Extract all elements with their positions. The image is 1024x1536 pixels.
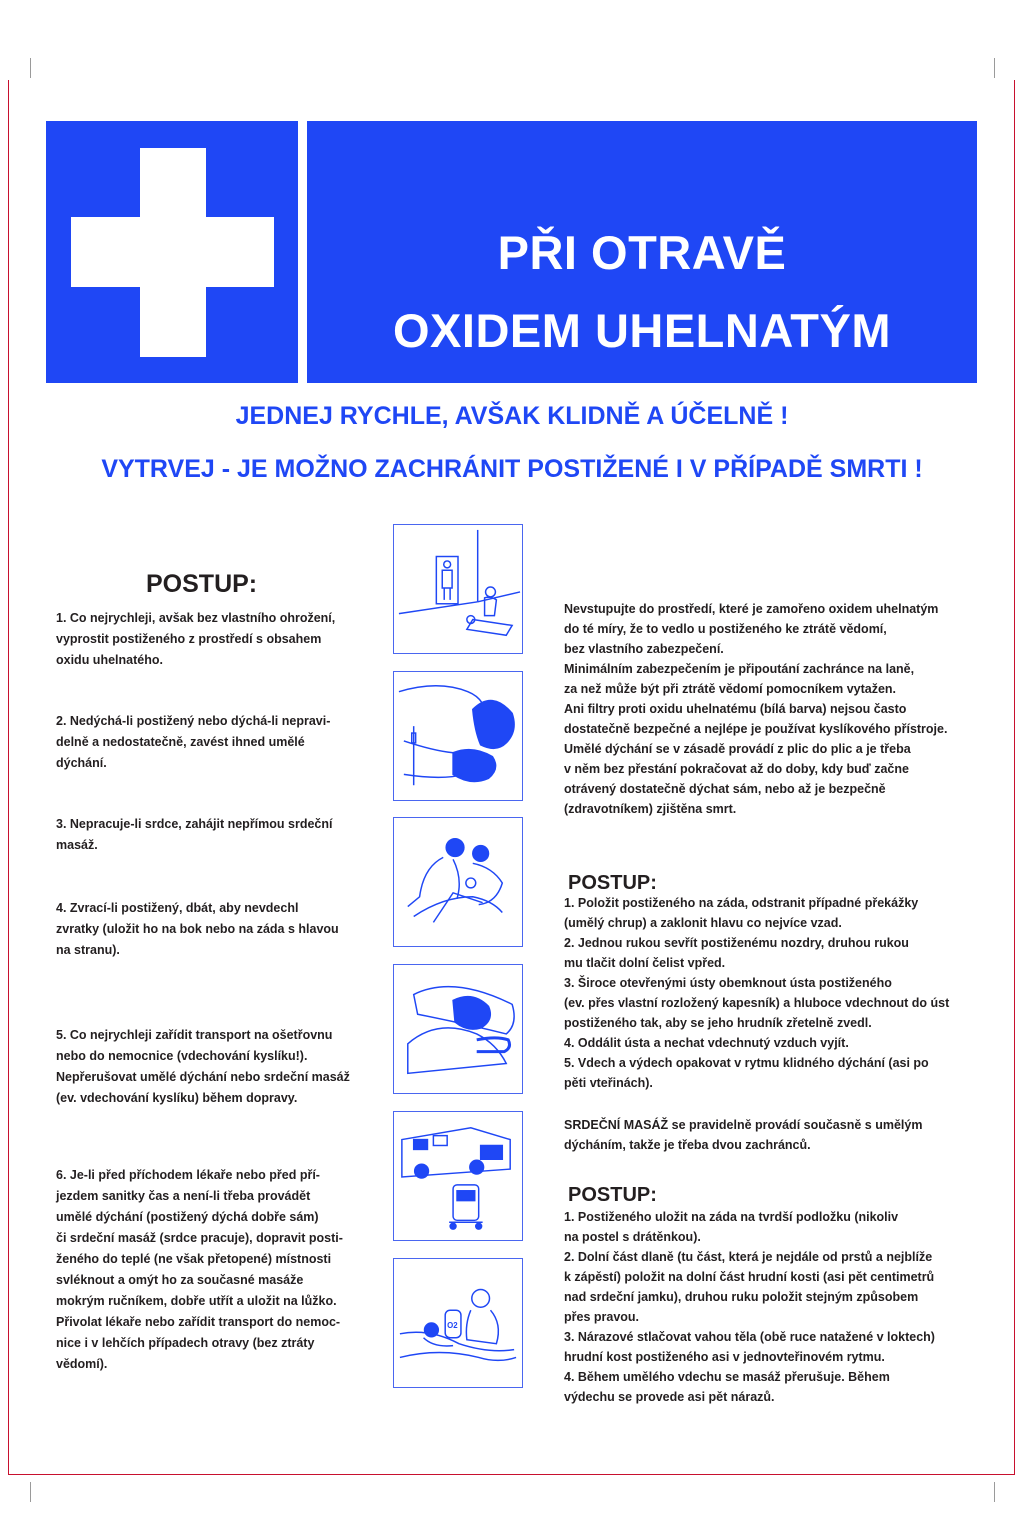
crop-mark-top-left [30,58,31,78]
heart-massage-icon [393,817,523,947]
left-step-4: 4. Zvrací-li postižený, dbát, aby nevdechl zvratky (uložit ho na bok nebo na záda s hlavou na stranu). [56,901,339,957]
right-postup-heading-2: POSTUP: [568,1184,657,1206]
heart-massage-note: SRDEČNÍ MASÁŽ se pravidelně provádí současně s umělým dýcháním, takže je třeba dvou zachránců. [564,1118,923,1152]
title-line-2: PŘI OTRAVĚ [497,226,787,279]
oxygen-treatment-icon [393,1258,523,1388]
title-panel [307,1,977,383]
left-step-5: 5. Co nejrychleji zařídit transport na ošetřovnu nebo do nemocnice (vdechování kyslíku!). Nepřerušovat umělé dýchání nebo srdeční masáž (ev. vdechování kyslíku) během dopravy. [56,1028,350,1105]
title-line-1: PRVNÍ POMOC [472,1,812,54]
slogan-2: VYTRVEJ - JE MOŽNO ZACHRÁNIT POSTIŽENÉ I V PŘÍPADĚ SMRTI ! [101,455,923,483]
left-postup-heading: POSTUP: [146,570,258,598]
trim-line-left [8,80,9,1475]
left-step-1: 1. Co nejrychleji, avšak bez vlastního ohrožení, vyprostit postiženého z prostředí s obsahem oxidu uhelnatého. [56,611,336,667]
warning-text: Nevstupujte do prostředí, které je zamořeno oxidem uhelnatým do té míry, že to vedlo u postiženého ke ztrátě vědomí, bez vlastního zabezpečení. Minimálním zabezpečením je připoutání zachránce na laně, za než může být při ztrátě vědomí pomocníkem vytažen. Ani filtry proti oxidu uhelnatému (bílá barva) nejsou často dostatečně bezpečné a nejlépe je používat kyslíkového přístroje. Umělé dýchání se v zásadě provádí z plic do plic a je třeba v něm bez přestání pokračovat až do doby, kdy buď začne otrávený dostatečně dýchat sám, nebo až je bezpečně (zdravotníkem) zjištěna smrt. [564,602,948,816]
svg-text:O2: O2 [447,1320,458,1330]
left-step-2: 2. Nedýchá-li postižený nebo dýchá-li nepravi- delně a nedostatečně, zavést ihned umělé dýchání. [56,714,331,770]
trim-line-bottom [8,1474,1015,1475]
first-aid-cross-icon [46,121,298,383]
title-line-3: OXIDEM UHELNATÝM [392,304,891,357]
left-step-6: 6. Je-li před příchodem lékaře nebo před pří- jezdem sanitky čas a není-li třeba provádět umělé dýchání (postižený dýchá dobře sám) či srdeční masáž (srdce pracuje), dopravit posti- ženého do teplé (ne však přetopené) místnosti svléknout a omýt ho za současné masáže mokrým ručníkem, dobře utřít a uložit na lůžko. Přivolat lékaře nebo zařídit transport do nemoc- nice i v lehčích případech otravy (bez ztráty vědomí). [56,1168,343,1371]
right-postup-heading-1: POSTUP: [568,872,657,894]
slogan-1: JEDNEJ RYCHLE, AVŠAK KLIDNĚ A ÚČELNĚ ! [235,402,789,430]
cross-horizontal-bar [71,217,274,287]
breathing-steps: 1. Položit postiženého na záda, odstranit případné překážky (umělý chrup) a zaklonit hlavu co nejvíce vzad. 2. Jednou rukou sevřít postiženému nozdry, druhou rukou mu tlačit dolní čelist vpřed. 3. Široce otevřenými ústy obemknout ústa postiženého (ev. přes vlastní rozložený kapesník) a hluboce vdechnout do úst postiženého tak, aby se jeho hrudník zřetelně zvedl. 4. Oddálit ústa a nechat vdechnutý vzduch vyjít. 5. Vdech a výdech opakovat v rytmu klidného dýchání (asi po pěti vteřinách). [564,896,950,1090]
side-position-icon [393,964,523,1094]
massage-steps: 1. Postiženého uložit na záda na tvrdší podložku (nikoliv na postel s drátěnkou). 2. Dolní část dlaně (tu část, která je nejdále od prstů a nejblíže k zápěstí) položit na dolní část hrudní kosti (asi pět centimetrů nad srdeční jamku), druhou ruku položit stejným způsobem přes pravou. 3. Nárazové stlačovat vahou těla (obě ruce natažené v loktech) hrudní kost postiženého asi v jednovteřinovém rytmu. 4. Během umělého vdechu se masáž přerušuje. Během výdechu se provede asi pět nárazů. [564,1210,935,1404]
ambulance-icon [393,1111,523,1241]
crop-mark-bottom-left [30,1482,31,1502]
rescue-room-icon [393,524,523,654]
left-step-3: 3. Nepracuje-li srdce, zahájit nepřímou srdeční masáž. [56,817,333,852]
crop-mark-bottom-right [994,1482,995,1502]
mouth-to-mouth-icon [393,671,523,801]
trim-line-right [1014,80,1015,1475]
crop-mark-top-right [994,58,995,78]
